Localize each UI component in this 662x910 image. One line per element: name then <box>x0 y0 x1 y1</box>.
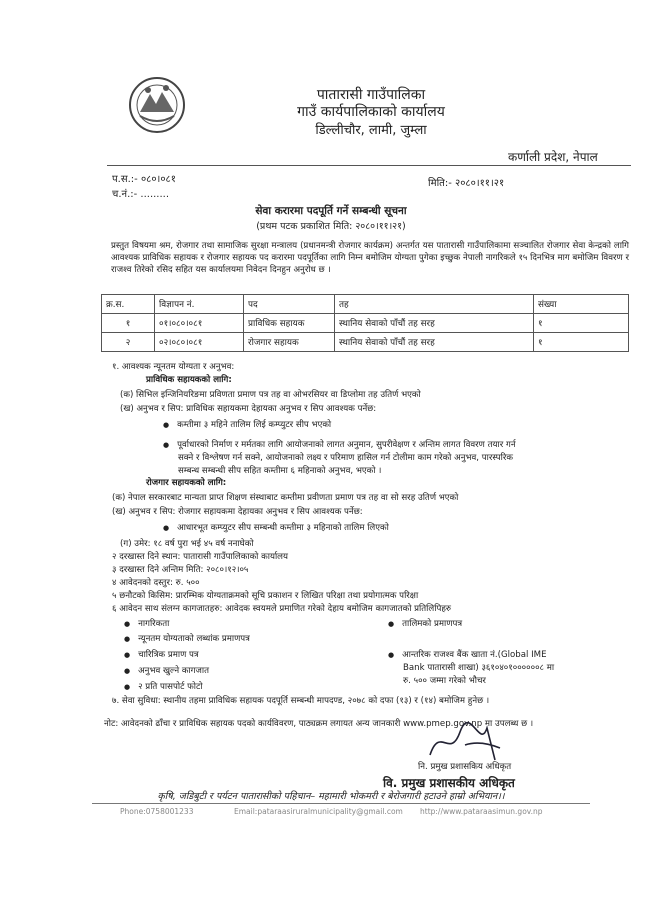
section-4: ४ आवेदनको दस्तुर: रु. ५०० <box>112 578 200 588</box>
tech-skill-2b: सक्ने र विश्लेषण गर्न सक्ने, आयोजनाको लक्ष्य र परिमाण हासिल गर्न टोलीमा काम गरेको अनुभव, पारस्परिक <box>178 453 513 463</box>
tech-skill-2a: ● पूर्वाधारको निर्माण र मर्मतका लागि आयोजनाको लागत अनुमान, सुपरीवेक्षण र अन्तिम लागत विवरण तयार गर्न <box>163 438 516 450</box>
doc-item: ● न्यूनतम योग्यताको लब्धांक प्रमाणपत्र <box>124 632 250 644</box>
tech-req-a: (क) सिभिल इन्जिनियरिङमा प्रविणता प्रमाण पत्र तह वा ओभरसियर वा डिप्लोमा तह उतिर्ण भएको <box>120 390 421 400</box>
section-7: ७. सेवा सुविधा: स्थानीय तहमा प्राविधिक सहायक पदपूर्ति सम्बन्धी मापदण्ड, २०७८ को दफा (१३) र (१४) बमोजिम हुनेछ । <box>112 696 490 706</box>
municipality-name: पातारासी गाउँपालिका <box>316 87 426 103</box>
section-6: ६ आवेदन साथ संलग्न कागजातहरु: आवेदक स्वयमले प्रमाणित गरेको देहाय बमोजिम कागजातको प्रतिलिपिहरु <box>112 604 452 614</box>
notice-date: मिति:- २०८०।११।२१ <box>428 178 505 189</box>
cell: स्थानिय सेवाको पाँचौं तह सरह <box>335 333 534 352</box>
age-requirement: (ग) उमेर: १८ वर्ष पुरा भई ४५ वर्ष ननाघेको <box>120 539 254 549</box>
footnote: नोट: आवेदनको ढाँचा र प्राविधिक सहायक पदको कार्यविवरण, पाठ्यक्रम लगायत अन्य जानकारी www.pmep.gov.np मा उपलब्ध छ । <box>104 719 534 729</box>
cell: ०२।०८०।०८१ <box>155 333 244 352</box>
signatory-stamp: वि. प्रमुख प्रशासकीय अधिकृत <box>383 776 515 790</box>
notice-intro: प्रस्तुत विषयमा श्रम, रोजगार तथा सामाजिक सुरक्षा मन्त्रालय (प्रधानमन्त्री रोजगार कार्यक्रम) अन्तर्गत यस पातारासी गाउँपालिकामा सञ्चालित रोजगार सेवा केन्द्रको लागि आवश्यक प्राविधिक सहायक र रोजगार सहायक पद करारमा पदपूर्तिका लागि निम्न बमोजिम योग्यता पुगेका इच्छुक नेपाली नागरिकले १५ दिनभित्र माग बमोजिम विवरण र राजश्व तिरेको रसिद सहित यस कार्यालयमा निवेदन दिनहुन अनुरोध छ । <box>111 241 629 276</box>
signatory-title: नि. प्रमुख प्रशासकिय अधिकृत <box>418 762 512 772</box>
header-divider <box>107 165 631 166</box>
footer-phone: Phone:0758001233 <box>120 807 194 816</box>
emp-skill-1: ● आधारभूत कम्प्युटर सीप सम्बन्धी कम्तीमा ३ महिनाको तालिम लिएको <box>163 521 389 533</box>
doc-item-cont: रु. ५०० जम्मा गरेको भौचर <box>403 676 486 686</box>
cell: १ <box>534 333 629 352</box>
doc-item: ● अनुभव खुल्ने कागजात <box>124 664 209 676</box>
doc-item: ● नागरिकता <box>124 617 169 629</box>
tech-assistant-heading: प्राविधिक सहायकको लागि: <box>146 375 232 385</box>
vacancy-table <box>101 294 629 352</box>
office-address: डिल्लीचौर, लामी, जुम्ला <box>315 123 427 138</box>
office-name: गाउँ कार्यपालिकाको कार्यालय <box>297 104 445 120</box>
cell: प्राविधिक सहायक <box>244 314 335 333</box>
emp-req-b: (ख) अनुभव र सिप: रोजगार सहायकमा देहायका अनुभव र सिप आवश्यक पर्नेछ: <box>112 507 363 517</box>
col-level: तह <box>335 295 534 314</box>
footer-website: http://www.pataraasimun.gov.np <box>420 807 543 816</box>
doc-item: ● आन्तरिक राजश्व बैंक खाता नं.(Global IME <box>388 648 547 660</box>
cell: ०१।०८०।०८१ <box>155 314 244 333</box>
tech-req-b: (ख) अनुभव र सिप: प्राविधिक सहायकमा देहायका अनुभव र सिप आवश्यक पर्नेछ: <box>120 404 377 414</box>
col-count: संख्या <box>534 295 629 314</box>
tech-skill-2c: सम्बन्ध सम्बन्धी सीप सहित कम्तीमा ६ महिनाको अनुभव, भएको । <box>178 466 382 476</box>
section-5: ५ छनौटको किसिम: प्रारम्भिक योग्यताक्रमको सूचि प्रकाशन र लिखित परिक्षा तथा प्रयोगात्मक परिक्षा <box>112 591 419 601</box>
col-ad-no: विज्ञापन नं. <box>155 295 244 314</box>
notice-title: सेवा करारमा पदपूर्ति गर्ने सम्बन्धी सूचना <box>255 205 407 217</box>
cell: १ <box>534 314 629 333</box>
doc-item: ● २ प्रति पासपोर्ट फोटो <box>124 680 203 692</box>
footer-motto: कृषि, जडिबुटी र पर्यटन पातारासीको पहिचान– महामारी भोकमरी र बेरोजगारी हटाउने हाम्रो अभियान।। <box>157 791 505 802</box>
signature-icon <box>425 720 505 765</box>
emp-req-a: (क) नेपाल सरकारबाट मान्यता प्राप्त शिक्षण संस्थाबाट कम्तीमा प्रवीणता प्रमाण पत्र तह वा सो सरह उतिर्ण भएको <box>112 493 459 503</box>
reference-number: प.स.:- ०८०।०८१ <box>112 174 176 185</box>
table-row <box>102 333 629 352</box>
doc-item: ● चारित्रिक प्रमाण पत्र <box>124 648 199 660</box>
doc-item: ● तालिमको प्रमाणपत्र <box>388 617 462 629</box>
table-row <box>102 314 629 333</box>
cell: १ <box>102 314 155 333</box>
employment-assistant-heading: रोजगार सहायकको लागि: <box>146 478 227 488</box>
col-post: पद <box>244 295 335 314</box>
tech-skill-1: ● कम्तीमा ३ महिने तालिम लिई कम्प्युटर सीप भएको <box>163 418 331 430</box>
cell: २ <box>102 333 155 352</box>
section-2: २ दरखास्त दिने स्थान: पातारासी गाउँपालिकाको कार्यालय <box>112 552 288 562</box>
cell: स्थानिय सेवाको पाँचौं तह सरह <box>335 314 534 333</box>
table-header-row <box>102 295 629 314</box>
doc-item-cont: Bank पातारासी शाखा) ३६१०४०१००००००८ मा <box>403 663 555 673</box>
dispatch-number: च.नं.:- ......... <box>112 189 170 200</box>
cell: रोजगार सहायक <box>244 333 335 352</box>
footer-email: Email:pataraasiruralmunicipality@gmail.com <box>234 807 403 816</box>
footer-divider <box>92 803 590 804</box>
col-sn: क्र.स. <box>102 295 155 314</box>
section-1-heading: १. आवश्यक न्यूनतम योग्यता र अनुभव: <box>112 362 235 372</box>
notice-subtitle: (प्रथम पटक प्रकाशित मिति: २०८०।११।२१) <box>256 221 406 232</box>
section-3: ३ दरखास्त दिने अन्तिम मिति: २०८०।१२।०५ <box>112 565 249 575</box>
province-label: कर्णाली प्रदेश, नेपाल <box>508 150 598 164</box>
